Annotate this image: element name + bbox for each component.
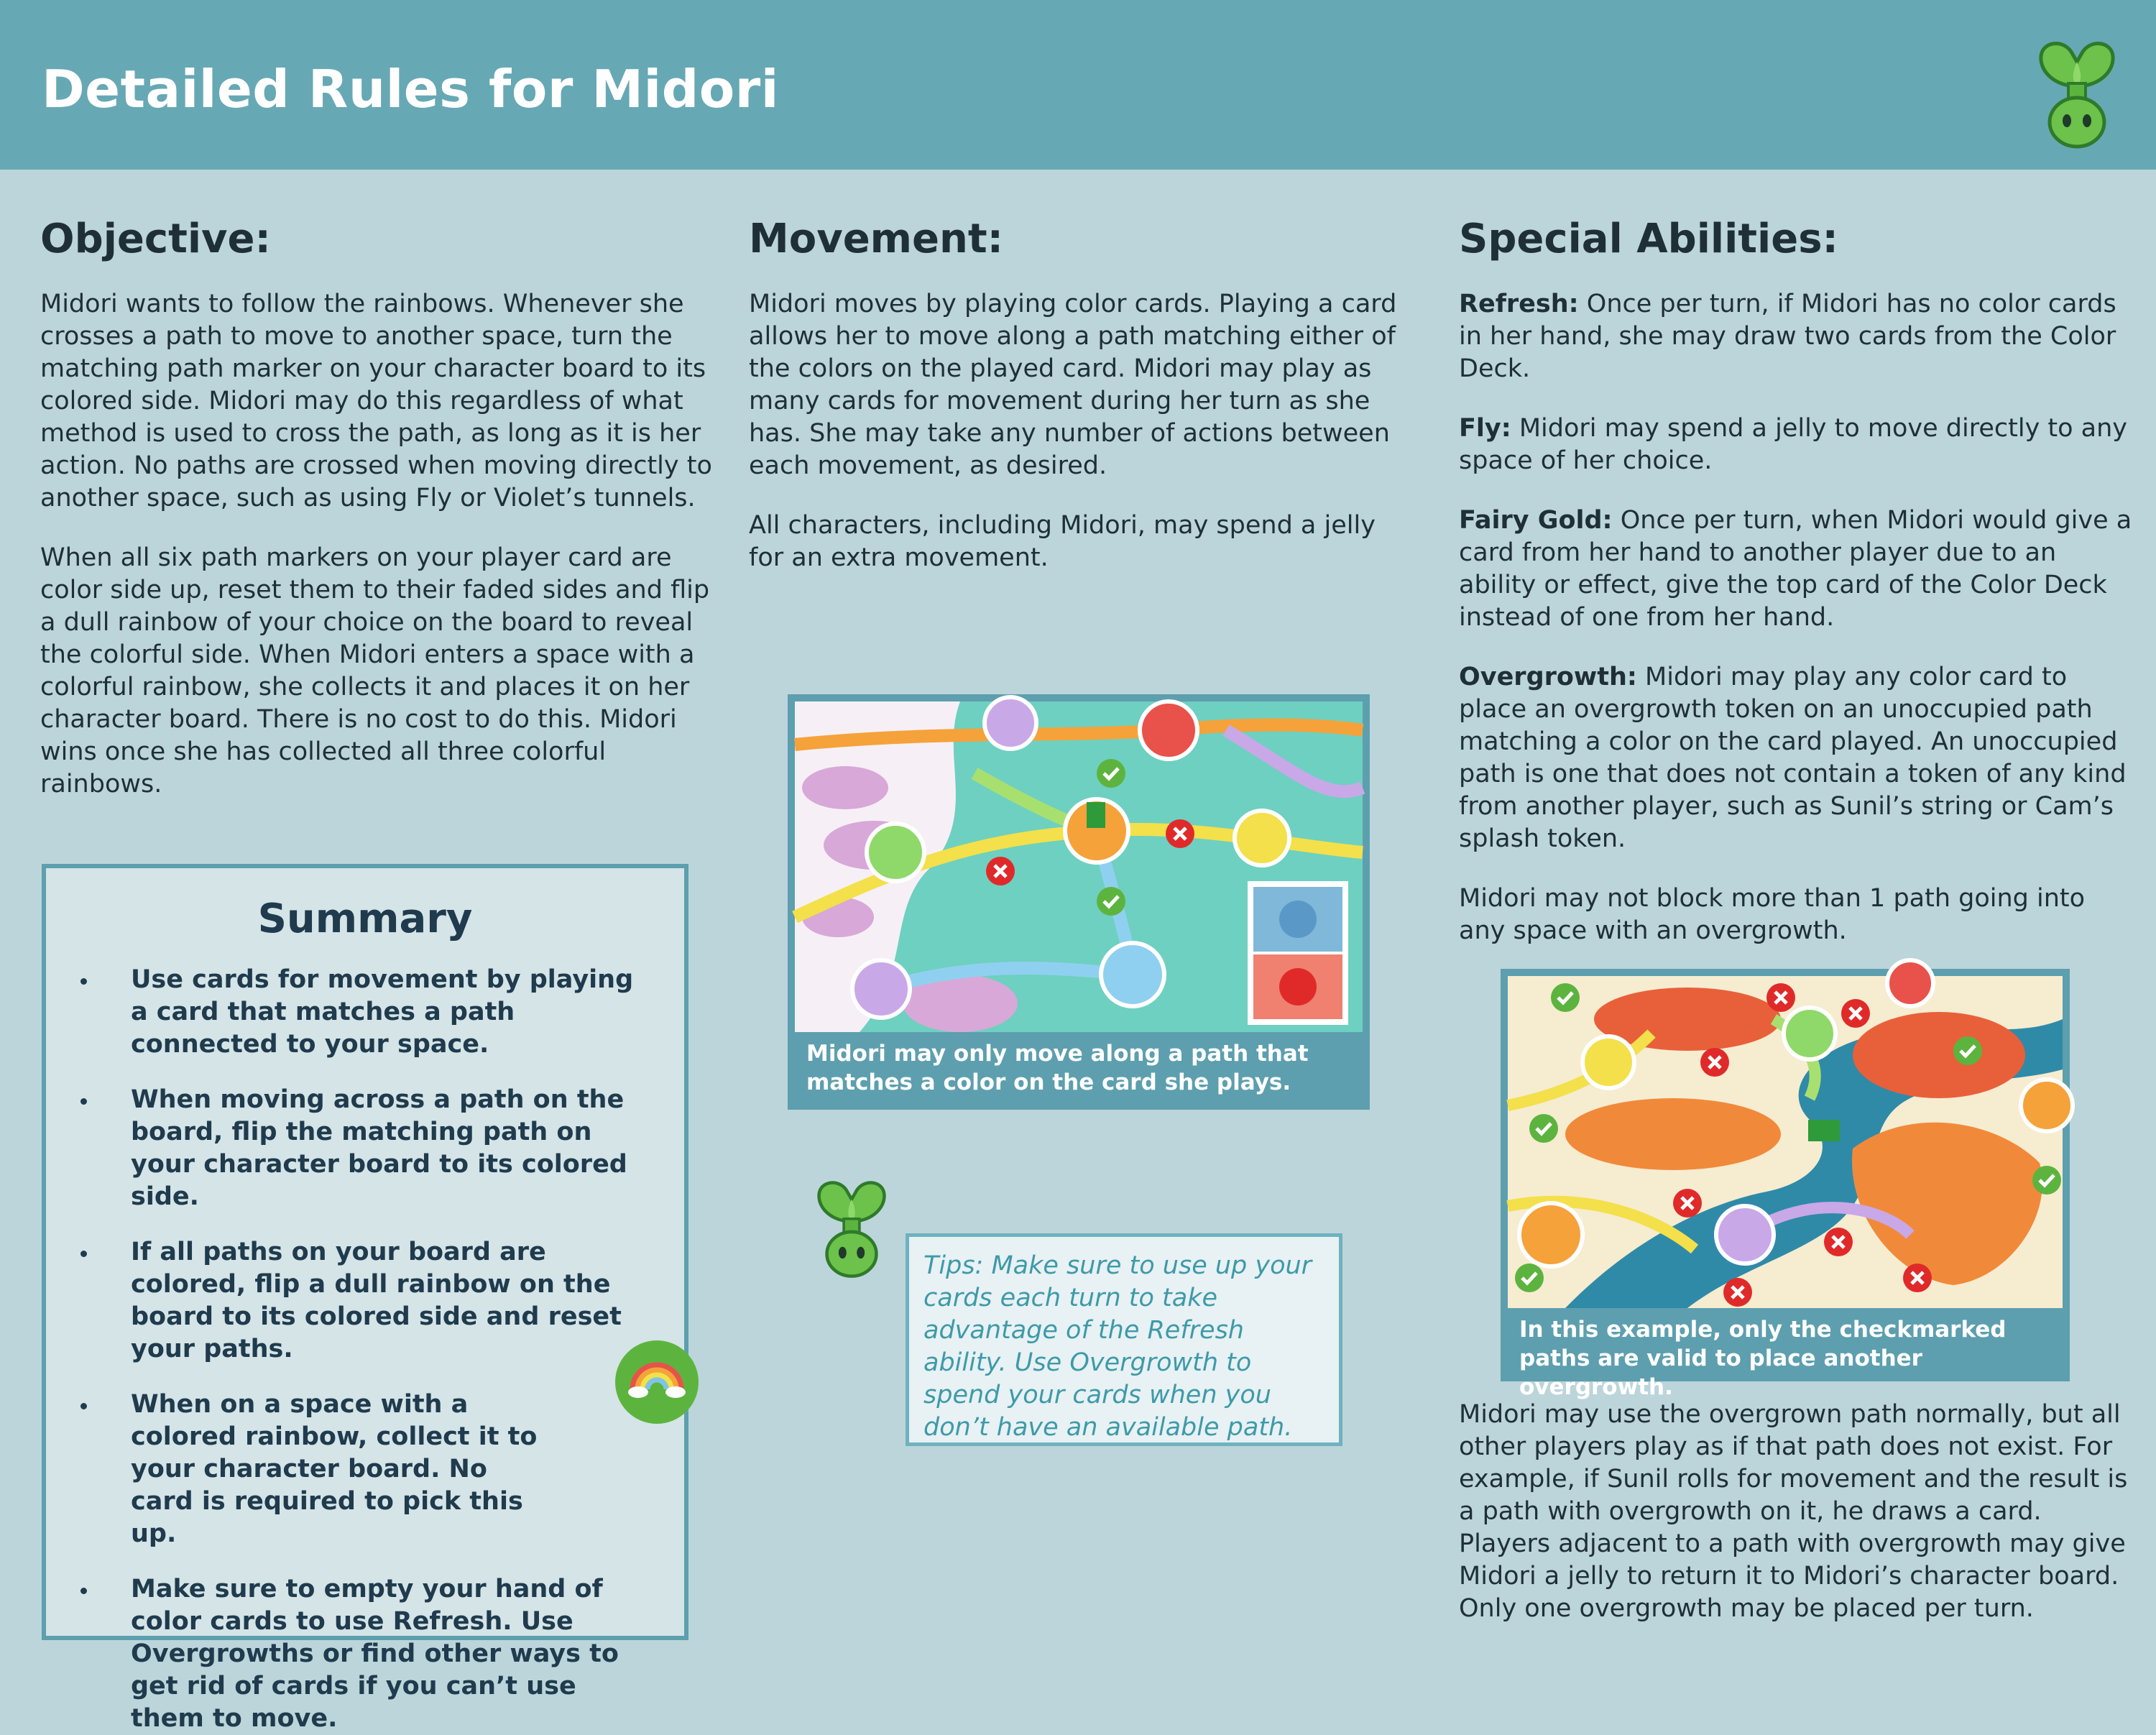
summary-box: [42, 864, 688, 1733]
fairy-gold-text: Once per turn, when Midori would give a card from her hand to another player due to an ability or effect, give the top card of the Color Deck instead of one from her hand.: [1459, 506, 2132, 632]
objective-paragraph-2: When all six path markers on your player card are color side up, reset them to their faded sides and flip a dull rainbow of your choice on the board to reveal the colorful side. When Midori enters a space with a colorful rainbow, she collects it and places it on her character board. There is no cost to do this. Midori wins once she has collected all three colorful rainbows.: [40, 543, 710, 799]
movement-figure-caption: Midori may only move along a path that matches a color on the card she plays.: [806, 1041, 1309, 1095]
fairy-gold-label: Fairy Gold:: [1459, 506, 1613, 535]
objective-paragraph-1: Midori wants to follow the rainbows. Whenever she crosses a path to move to another space, turn the matching path marker on your character board to its colored side. Midori may do this regardless of what method is used to cross the path, as long as it is her action. No paths are crossed when moving directly to another space, such as using Fly or Violet’s tunnels.: [40, 290, 712, 512]
summary-item: When moving across a path on the board, flip the matching path on your character board to its colored side.: [46, 1084, 684, 1213]
board-illustration: [1508, 976, 2063, 1308]
movement-heading: Movement:: [749, 216, 1004, 262]
page-title: Detailed Rules for Midori: [42, 59, 779, 119]
fly-label: Fly:: [1459, 414, 1511, 443]
tip-box: Tips: Make sure to use up your cards each turn to take advantage of the Refresh ability. Use Overgrowth to spend your cards when you don’t have an available path.: [906, 1233, 1342, 1446]
refresh-text: Once per turn, if Midori has no color cards in her hand, she may draw two cards from the Color Deck.: [1459, 290, 2116, 383]
overgrowth-figure-caption: In this example, only the checkmarked paths are valid to place another overgrowth.: [1519, 1317, 2007, 1400]
midori-sprout-icon: [812, 1176, 891, 1280]
board-illustration: [795, 701, 1363, 1032]
rainbow-token-icon: [614, 1339, 700, 1425]
abilities-heading: Special Abilities:: [1459, 216, 1838, 262]
summary-list: [46, 964, 684, 1735]
ability-overgrowth: [1459, 661, 2134, 855]
ability-fly: [1459, 413, 2134, 477]
objective-heading: Objective:: [40, 216, 271, 262]
summary-item: If all paths on your board are colored, flip a dull rainbow on the board to its colored side and reset your paths.: [46, 1236, 684, 1366]
summary-item: Make sure to empty your hand of color cards to use Refresh. Use Overgrowths or find other ways to get rid of cards if you can’t use them to move.: [46, 1573, 684, 1735]
header-banner: [0, 0, 2156, 170]
ability-fairy-gold: [1459, 505, 2134, 634]
overgrowth-label: Overgrowth:: [1459, 663, 1637, 691]
overgrowth-final-paragraph: Midori may use the overgrown path normally, but all other players play as if that path does not exist. For example, if Sunil rolls for movement and the result is a path with overgrowth on it, he draws a card. Players adjacent to a path with overgrowth may give Midori a jelly to return it to Midori’s character board. Only one overgrowth may be placed per turn.: [1459, 1400, 2128, 1623]
overgrowth-text: Midori may play any color card to place an overgrowth token on an unoccupied path matching a color on the card played. An unoccupied path is one that does not contain a token of any kind from another player, such as Sunil’s string or Cam’s splash token.: [1459, 663, 2127, 853]
movement-section: [749, 216, 1410, 602]
movement-paragraph-1: Midori moves by playing color cards. Playing a card allows her to move along a path matching either of the colors on the played card. Midori may play as many cards for movement during her turn as she has. She may take any number of actions between each movement, as desired.: [749, 290, 1397, 480]
objective-section: [40, 216, 716, 828]
summary-heading: Summary: [257, 896, 473, 942]
summary-item: Use cards for movement by playing a card that matches a path connected to your space.: [46, 964, 684, 1061]
fly-text: Midori may spend a jelly to move directly to any space of her choice.: [1459, 414, 2128, 475]
overgrowth-final-section: [1459, 1399, 2134, 1652]
movement-paragraph-2: All characters, including Midori, may spend a jelly for an extra movement.: [749, 511, 1376, 572]
special-abilities-section: [1459, 216, 2134, 975]
midori-sprout-icon: [2034, 36, 2120, 151]
overgrowth-example-figure: [1501, 969, 2070, 1400]
overgrowth-block-rule: Midori may not block more than 1 path going into any space with an overgrowth.: [1459, 884, 2086, 945]
summary-item: When on a space with a colored rainbow, collect it to your character board. No card is required to pick this up.: [46, 1389, 684, 1550]
refresh-label: Refresh:: [1459, 290, 1579, 318]
ability-refresh: [1459, 288, 2134, 385]
movement-example-figure: [788, 694, 1370, 1110]
